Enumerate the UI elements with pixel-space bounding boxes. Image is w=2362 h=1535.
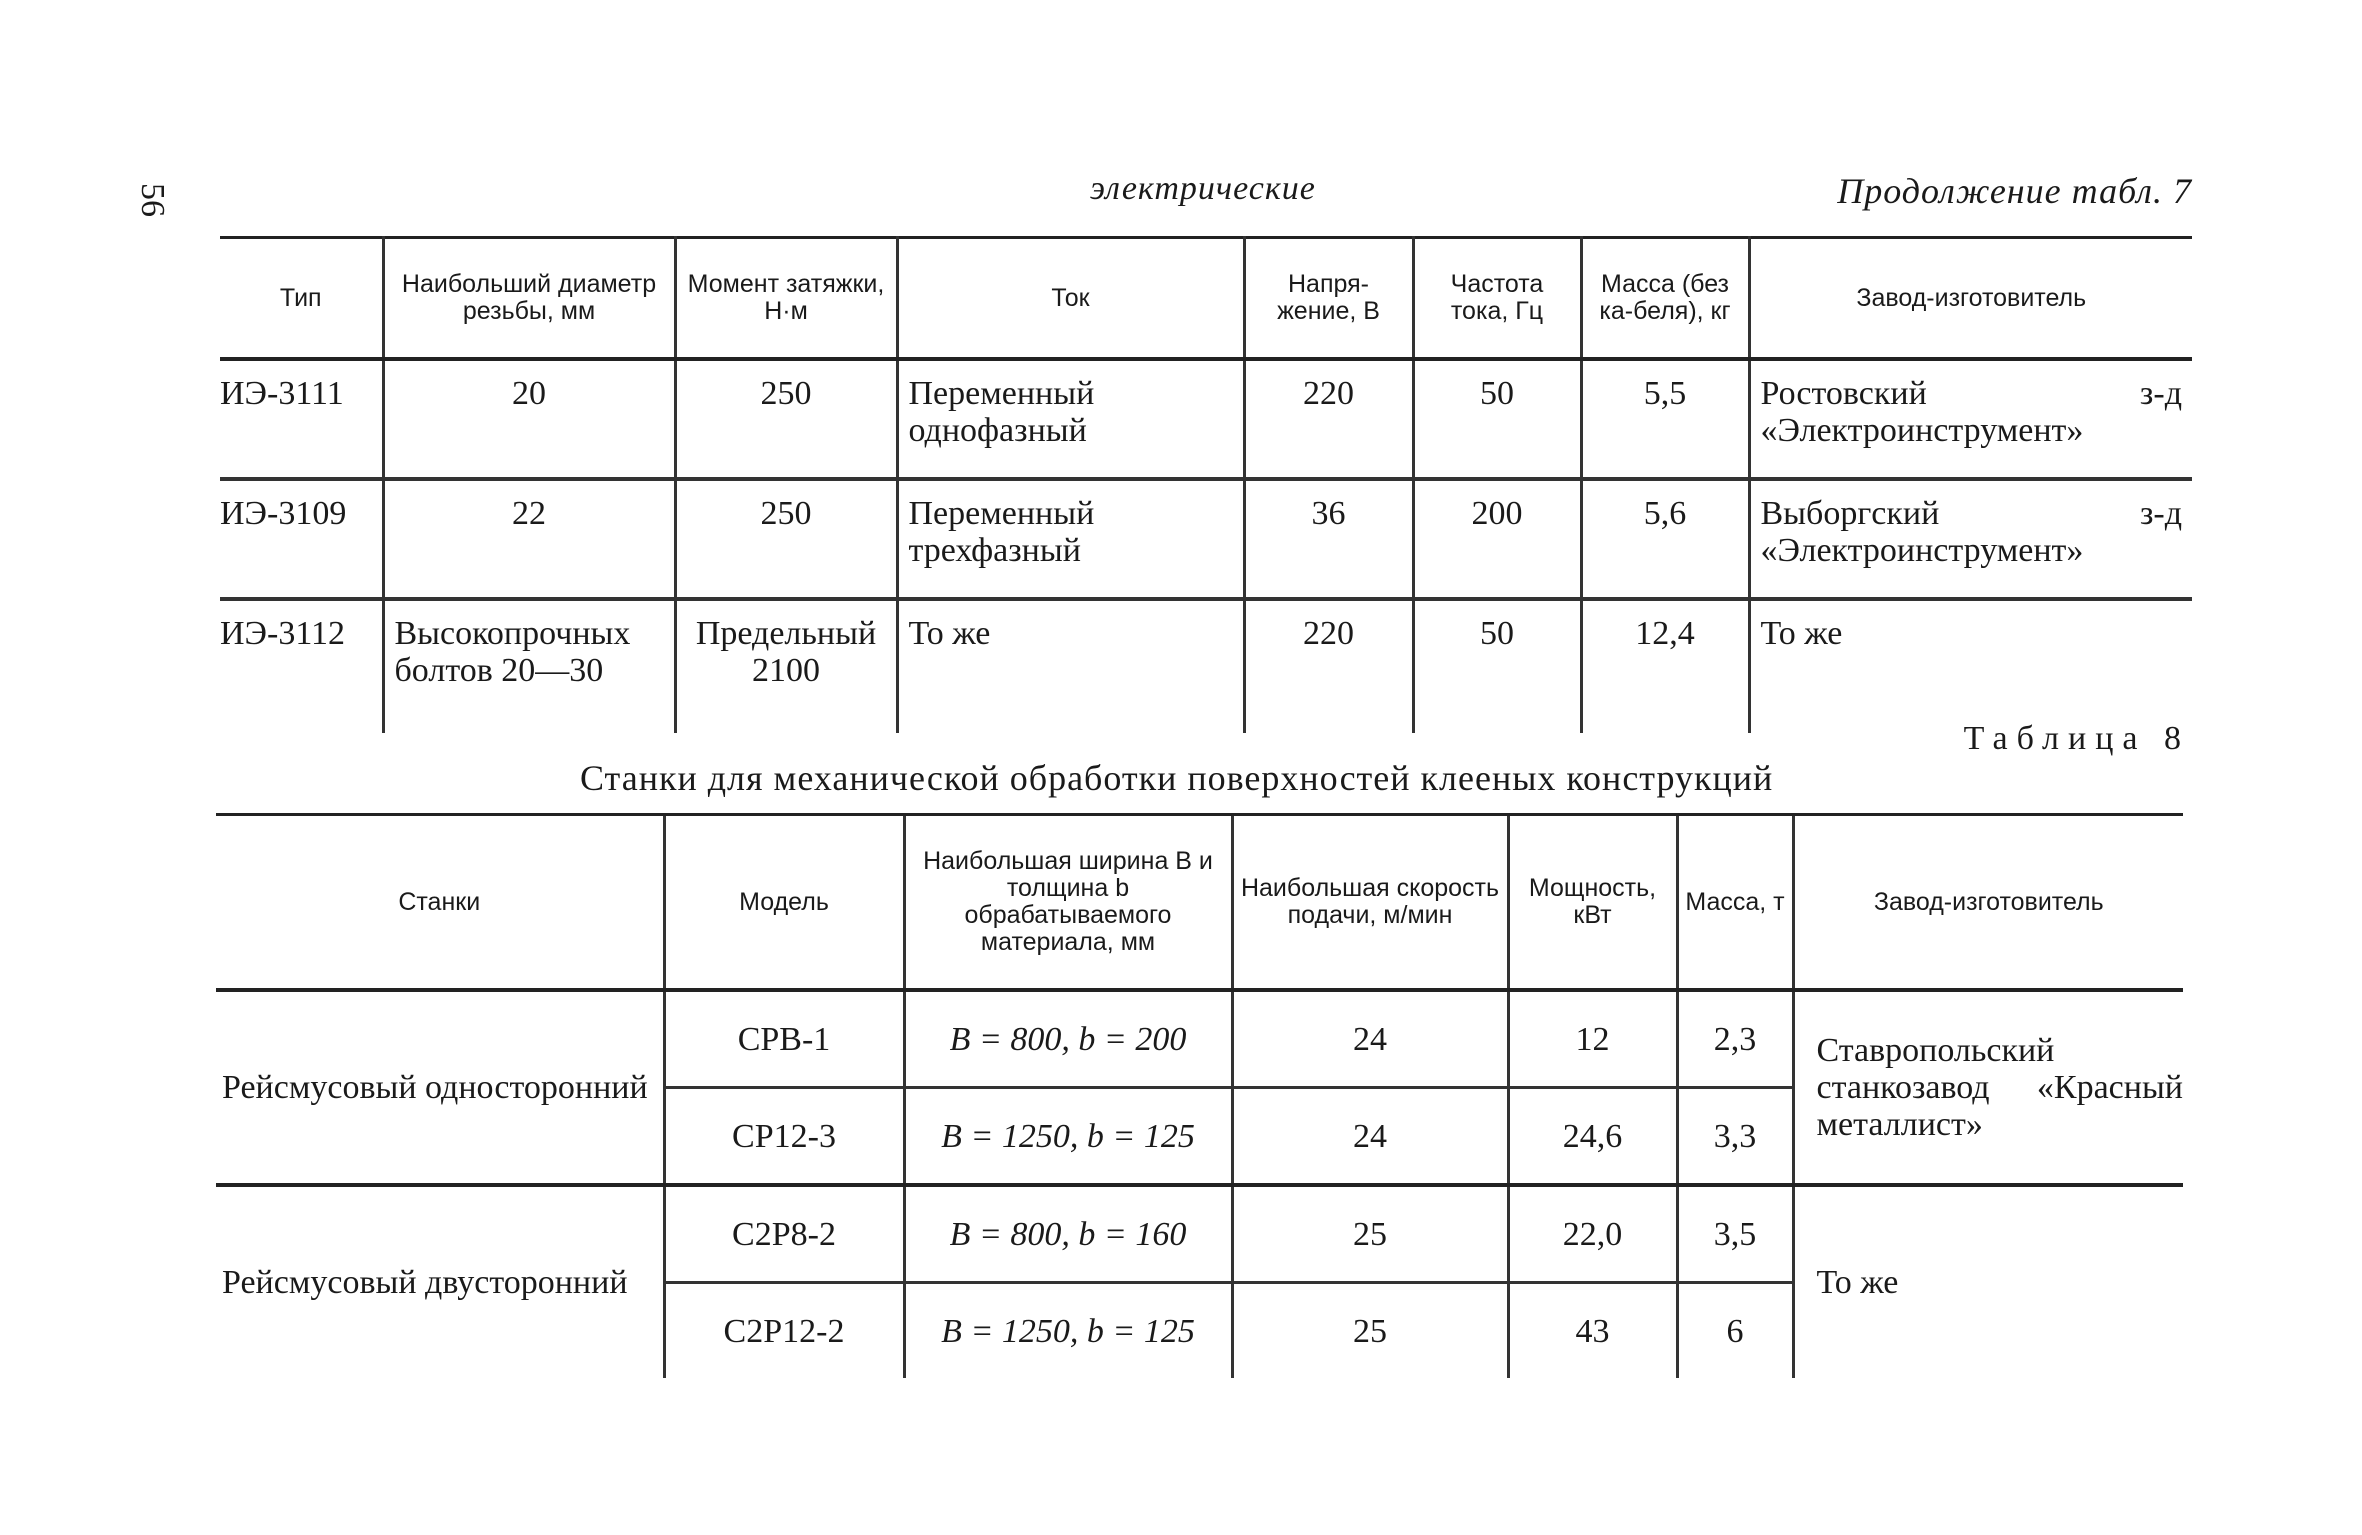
t8-cell-mass: 2,3 bbox=[1677, 990, 1793, 1088]
running-header: электрические bbox=[1090, 170, 1316, 207]
t7-cell-frequency: 50 bbox=[1413, 599, 1581, 733]
t7-cell-voltage: 220 bbox=[1244, 599, 1413, 733]
t8-cell-machine: Рейсмусовый двусторонний bbox=[222, 1264, 628, 1301]
t8-cell-size: B = 800, b = 160 bbox=[904, 1185, 1232, 1283]
table-row bbox=[220, 359, 2192, 479]
t8-cell-mass: 3,3 bbox=[1677, 1088, 1793, 1186]
t8-cell-power: 24,6 bbox=[1508, 1088, 1677, 1186]
t8-cell-manufacturer: Ставропольский станкозавод «Красный металлист» bbox=[1793, 990, 2183, 1185]
table-continuation-note: Продолжение табл. 7 bbox=[1837, 171, 2192, 211]
t8-cell-model: С2Р12-2 bbox=[664, 1283, 904, 1379]
t8-cell-power: 12 bbox=[1508, 990, 1677, 1088]
table-row bbox=[216, 990, 2183, 1088]
t7-cell-voltage: 220 bbox=[1244, 359, 1413, 479]
t7-header-type: Тип bbox=[220, 238, 383, 360]
t8-cell-size: B = 1250, b = 125 bbox=[904, 1283, 1232, 1379]
t7-cell-manufacturer: То же bbox=[1749, 599, 2192, 733]
t7-cell-torque: 250 bbox=[675, 479, 897, 599]
t8-cell-power: 22,0 bbox=[1508, 1185, 1677, 1283]
t8-header-mass: Масса, т bbox=[1677, 815, 1793, 991]
t7-cell-manufacturer: Ростовский з-д «Электроинструмент» bbox=[1749, 359, 2192, 479]
t8-cell-model: С2Р8-2 bbox=[664, 1185, 904, 1283]
t7-cell-current: То же bbox=[897, 599, 1244, 733]
t8-header-feed-speed: Наибольшая скорость подачи, м/мин bbox=[1232, 815, 1508, 991]
t8-cell-feed-speed: 25 bbox=[1232, 1283, 1508, 1379]
table-8-header-row bbox=[216, 815, 2183, 991]
t7-cell-mass: 12,4 bbox=[1581, 599, 1749, 733]
t7-cell-frequency: 200 bbox=[1413, 479, 1581, 599]
t8-cell-mass: 3,5 bbox=[1677, 1185, 1793, 1283]
t7-header-current: Ток bbox=[897, 238, 1244, 360]
table-8-title: Станки для механической обработки поверхностей клееных конструкций bbox=[580, 758, 1774, 798]
t7-cell-frequency: 50 bbox=[1413, 359, 1581, 479]
table-row bbox=[220, 479, 2192, 599]
t7-header-mass: Масса (без ка-беля), кг bbox=[1581, 238, 1749, 360]
t7-header-diameter: Наибольший диаметр резьбы, мм bbox=[383, 238, 675, 360]
t8-cell-feed-speed: 25 bbox=[1232, 1185, 1508, 1283]
t8-header-manufacturer: Завод-изготовитель bbox=[1793, 815, 2183, 991]
t7-cell-current: Переменный однофазный bbox=[897, 359, 1244, 479]
table-8-label: Таблица 8 bbox=[1963, 720, 2190, 757]
table-row bbox=[216, 1185, 2183, 1283]
t7-cell-type: ИЭ-3111 bbox=[220, 359, 383, 479]
t7-cell-current: Переменный трехфазный bbox=[897, 479, 1244, 599]
page-number: 56 bbox=[134, 183, 171, 217]
t8-cell-machine: Рейсмусовый односторонний bbox=[216, 990, 664, 1185]
t8-cell-power: 43 bbox=[1508, 1283, 1677, 1379]
t8-cell-manufacturer: То же bbox=[1793, 1185, 2183, 1378]
t7-header-frequency: Частота тока, Гц bbox=[1413, 238, 1581, 360]
table-8 bbox=[216, 813, 2183, 1378]
t8-cell-size: B = 800, b = 200 bbox=[904, 990, 1232, 1088]
t8-cell-model: СРВ-1 bbox=[664, 990, 904, 1088]
t7-cell-torque: 250 bbox=[675, 359, 897, 479]
t8-header-machines: Станки bbox=[216, 815, 664, 991]
t7-cell-type: ИЭ-3112 bbox=[220, 615, 346, 652]
t8-cell-feed-speed: 24 bbox=[1232, 990, 1508, 1088]
table-row bbox=[220, 599, 2192, 733]
t8-header-model: Модель bbox=[664, 815, 904, 991]
t7-cell-type: ИЭ-3109 bbox=[220, 479, 383, 599]
t7-cell-torque: Предельный 2100 bbox=[675, 599, 897, 733]
t7-header-torque: Момент затяжки, Н·м bbox=[675, 238, 897, 360]
t7-header-manufacturer: Завод-изготовитель bbox=[1749, 238, 2192, 360]
t7-header-voltage: Напря-жение, В bbox=[1244, 238, 1413, 360]
t7-cell-diameter: Высокопрочных болтов 20—30 bbox=[383, 599, 675, 733]
t8-cell-model: СР12-3 bbox=[664, 1088, 904, 1186]
table-7 bbox=[220, 236, 2192, 733]
t7-cell-mass: 5,6 bbox=[1581, 479, 1749, 599]
table-7-header-row bbox=[220, 238, 2192, 360]
t8-header-power: Мощность, кВт bbox=[1508, 815, 1677, 991]
t8-header-size: Наибольшая ширина B и толщина b обрабатываемого материала, мм bbox=[904, 815, 1232, 991]
t8-cell-size: B = 1250, b = 125 bbox=[904, 1088, 1232, 1186]
t8-cell-feed-speed: 24 bbox=[1232, 1088, 1508, 1186]
t8-cell-mass: 6 bbox=[1677, 1283, 1793, 1379]
t7-cell-mass: 5,5 bbox=[1581, 359, 1749, 479]
t7-cell-diameter: 22 bbox=[383, 479, 675, 599]
t7-cell-manufacturer: Выборгский з-д «Электроинструмент» bbox=[1749, 479, 2192, 599]
t7-cell-diameter: 20 bbox=[383, 359, 675, 479]
t7-cell-voltage: 36 bbox=[1244, 479, 1413, 599]
